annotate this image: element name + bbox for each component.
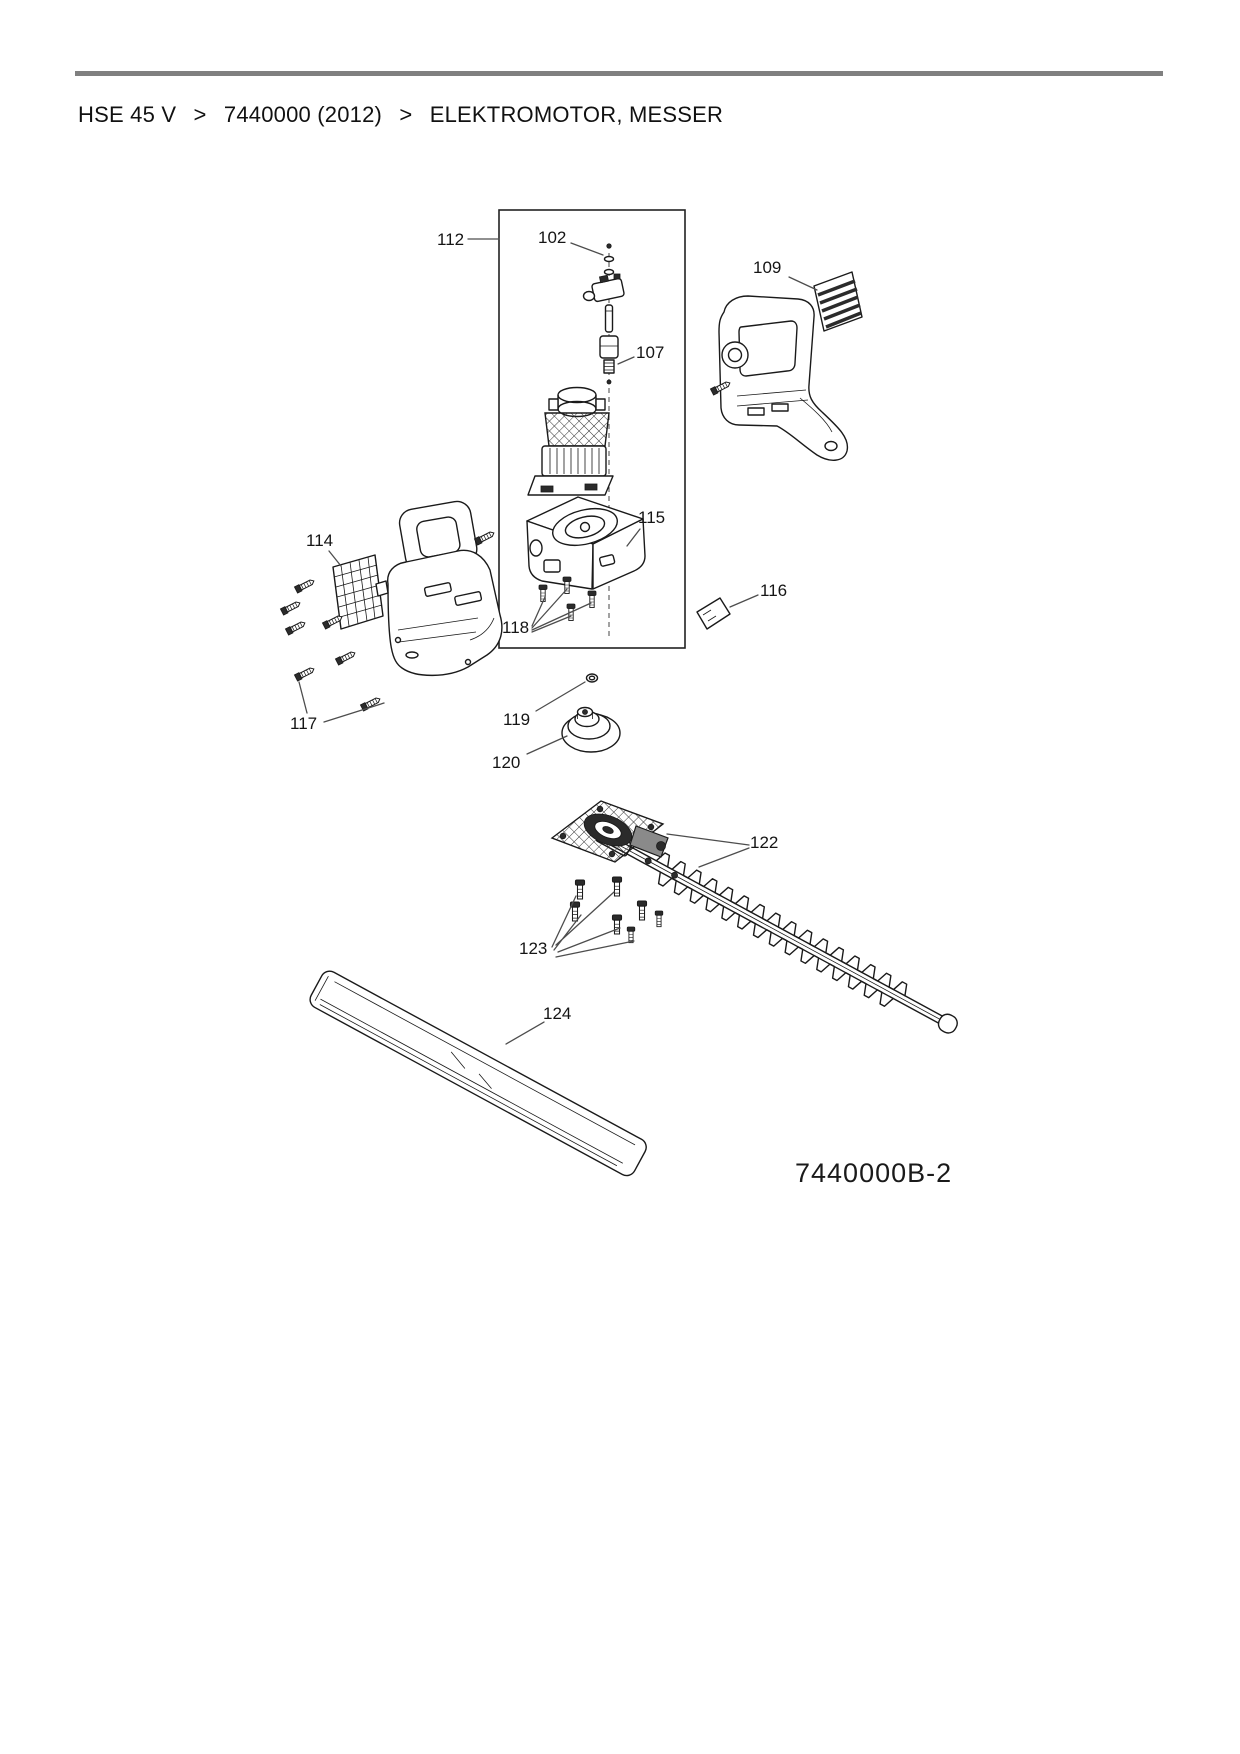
breadcrumb-item-serial[interactable]: 7440000 (2012) (223, 102, 383, 127)
cover-plate-116 (697, 598, 730, 629)
callout-107: 107 (636, 343, 665, 362)
callout-122: 122 (750, 833, 779, 852)
callout-116: 116 (760, 581, 788, 600)
callout-115: 115 (638, 508, 666, 527)
callout-118: 118 (502, 618, 530, 637)
breadcrumb-item-assembly: ELEKTROMOTOR, MESSER (429, 102, 724, 127)
housing-half-left (388, 499, 502, 675)
blade-mount-plate-122 (552, 801, 668, 862)
callout-109: 109 (753, 258, 782, 277)
switch-lever-part (584, 274, 625, 302)
breadcrumb-separator: > (193, 102, 207, 127)
screw-set-117 (280, 380, 731, 711)
callout-112: 112 (437, 230, 465, 249)
gear-housing-115 (527, 497, 645, 589)
air-grille-109 (814, 272, 862, 331)
spacer-bushing-107 (604, 360, 614, 384)
callout-120: 120 (492, 753, 521, 772)
armature-shaft (606, 305, 613, 332)
screw-set-123 (570, 877, 662, 943)
nut-119 (587, 674, 598, 682)
electric-motor (528, 388, 613, 496)
blade-bar-122 (592, 821, 963, 1041)
blade-clamp (630, 826, 668, 857)
fastener-stack-102 (584, 244, 625, 358)
eccentric-wheel-120 (562, 708, 620, 753)
coupling-sleeve (600, 336, 618, 358)
callout-119: 119 (503, 710, 531, 729)
drawing-number: 7440000B-2 (795, 1158, 953, 1188)
callout-102: 102 (538, 228, 567, 247)
callout-114: 114 (306, 531, 334, 550)
callout-123: 123 (519, 939, 548, 958)
breadcrumb-item-model[interactable]: HSE 45 V (78, 102, 177, 127)
callout-124: 124 (543, 1004, 572, 1023)
blade-guard-124 (307, 968, 649, 1179)
callout-117: 117 (290, 714, 318, 733)
breadcrumb-separator: > (399, 102, 413, 127)
